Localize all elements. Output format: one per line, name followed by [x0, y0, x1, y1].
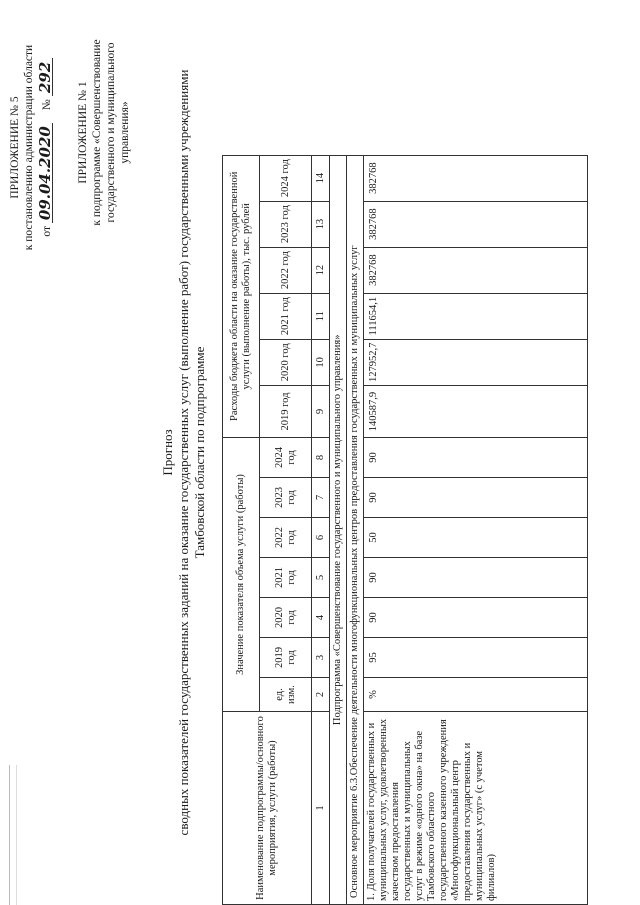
- volume-value: 90: [364, 598, 588, 638]
- column-number: 12: [312, 247, 330, 293]
- header-budget-year: 2021 год: [260, 293, 312, 339]
- appendix-1-block: [76, 25, 132, 240]
- budget-value: 382768: [364, 247, 588, 293]
- column-number: 1: [312, 712, 330, 905]
- appendix-5-title: ПРИЛОЖЕНИЕ № 5: [9, 96, 21, 199]
- header-volume-year: 2024 год: [260, 438, 312, 478]
- header-budget-group: Расходы бюджета области на оказание государственной услуги (выполнение работы), тыс. рублей: [223, 155, 260, 437]
- header-budget-year: 2023 год: [260, 201, 312, 247]
- header-volume-group: Значение показателя объема услуги (работы): [223, 438, 260, 712]
- appendix-5-subtitle: к постановлению администрации области: [23, 44, 35, 251]
- subprogram-row: [330, 155, 347, 904]
- header-budget-year: 2022 год: [260, 247, 312, 293]
- header-row-groups: [223, 155, 260, 904]
- indicator-unit: %: [364, 678, 588, 712]
- column-number: 10: [312, 339, 330, 385]
- volume-value: 90: [364, 438, 588, 478]
- subprogram-title: Подпрограмма «Совершенствование государственного и муниципального управления»: [330, 155, 347, 904]
- handwritten-number: 292: [38, 58, 53, 96]
- scan-artifact-line: [9, 765, 17, 905]
- header-unit: ед. изм.: [260, 678, 312, 712]
- heading-line-3: Тамбовской области по подпрограмме: [192, 346, 207, 559]
- column-number: 9: [312, 386, 330, 438]
- date-prefix: от: [41, 226, 53, 237]
- header-budget-year: 2024 год: [260, 155, 312, 201]
- header-volume-year: 2022 год: [260, 518, 312, 558]
- header-volume-year: 2019 год: [260, 638, 312, 678]
- main-measure-title: [347, 155, 364, 904]
- header-volume-year: 2023 год: [260, 478, 312, 518]
- volume-value: 95: [364, 638, 588, 678]
- header-budget-year: 2019 год: [260, 386, 312, 438]
- column-number: 3: [312, 638, 330, 678]
- column-number-row: [312, 155, 330, 904]
- header-name: Наименование подпрограммы/основного мероприятия, услуги (работы): [223, 712, 312, 905]
- handwritten-date: 09.04.2020: [38, 123, 53, 223]
- heading-title: Прогноз: [160, 429, 175, 476]
- table-row: [364, 155, 588, 904]
- column-number: 7: [312, 478, 330, 518]
- main-measure-label: Основное мероприятие 6.3.: [349, 775, 360, 898]
- budget-value: 127952,7: [364, 339, 588, 385]
- budget-value: 140587,9: [364, 386, 588, 438]
- appendix-5-date-line: [38, 30, 54, 265]
- column-number: 8: [312, 438, 330, 478]
- volume-value: 90: [364, 478, 588, 518]
- budget-value: 382768: [364, 155, 588, 201]
- main-measure-row: [347, 155, 364, 904]
- main-measure-description: Обеспечение деятельности многофункциональных центров предоставления государственных и муниципальных услуг: [349, 245, 360, 776]
- document-heading: [160, 0, 208, 905]
- column-number: 4: [312, 598, 330, 638]
- appendix-5-block: [8, 30, 54, 265]
- volume-value: 50: [364, 518, 588, 558]
- column-number: 13: [312, 201, 330, 247]
- appendix-1-line-4: управления»: [119, 101, 131, 164]
- column-number: 14: [312, 155, 330, 201]
- appendix-1-title: ПРИЛОЖЕНИЕ № 1: [77, 81, 89, 184]
- volume-value: 90: [364, 558, 588, 598]
- budget-value: 382768: [364, 201, 588, 247]
- header-volume-year: 2021 год: [260, 558, 312, 598]
- indicator-name: 1. Доля получателей государственных и муниципальных услуг, удовлетворенных качеством предоставления государственных и муниципальных услуг в режиме «одного окна» на базе Тамбовского областного государственного казенного учреждения «Многофункциональный центр предоставления государственных и муниципальных услуг» (с учетом филиалов): [364, 712, 588, 905]
- column-number: 5: [312, 558, 330, 598]
- appendix-1-line-2: к подпрограмме «Совершенствование: [91, 39, 103, 226]
- budget-value: 111654,1: [364, 293, 588, 339]
- header-budget-year: 2020 год: [260, 339, 312, 385]
- header-volume-year: 2020 год: [260, 598, 312, 638]
- heading-line-2: сводных показателей государственных заданий на оказание государственных услуг (выполнение работ) государственными учреждениями: [176, 69, 191, 836]
- column-number: 6: [312, 518, 330, 558]
- number-prefix: №: [41, 99, 53, 111]
- forecast-table: [222, 155, 588, 905]
- appendix-1-line-3: государственного и муниципального: [105, 42, 117, 223]
- column-number: 11: [312, 293, 330, 339]
- column-number: 2: [312, 678, 330, 712]
